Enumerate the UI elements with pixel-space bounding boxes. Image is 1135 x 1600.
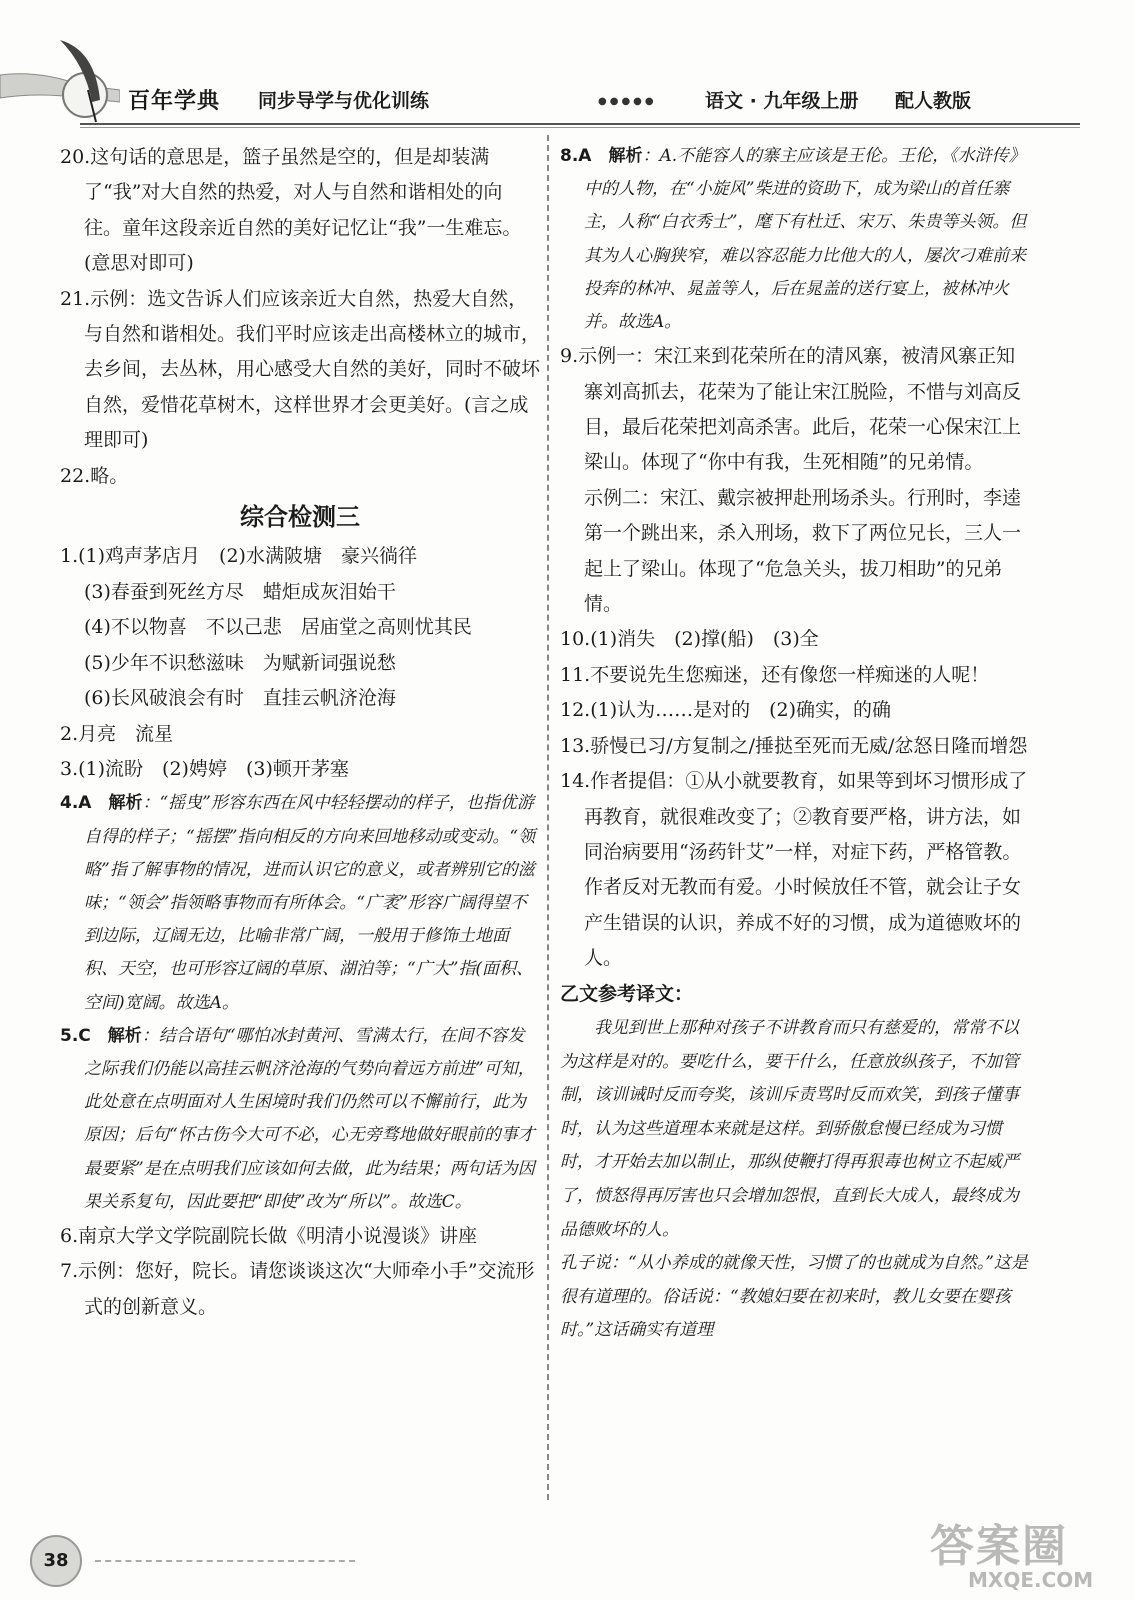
answer-8-analysis-label: 解析 xyxy=(608,146,643,166)
answer-9-example-1: 9.示例一：宋江来到花荣所在的清风寨，被清风寨正知寨刘高抓去，花荣为了能让宋江脱险，不惜与刘高反目，最后花荣把刘高杀害。此后，花荣一心保宋江上梁山。体现了“你中有我，生死相随”的兄弟情。 xyxy=(560,345,1022,474)
answer-13: 13.骄慢已习/方复制之/捶挞至死而无威/忿怒日隆而增怨 xyxy=(560,734,1028,757)
edition-label: 配人教版 xyxy=(895,90,972,112)
footer-rule xyxy=(95,1560,355,1562)
answer-1-number: 1. xyxy=(60,545,79,568)
answer-5-analysis-label: 解析 xyxy=(107,1025,142,1046)
answer-4-choice: 4.A xyxy=(60,793,92,814)
page-footer xyxy=(0,1500,1135,1600)
answer-1-line-4: (4)不以物喜 不以己悲 居庙堂之高则忧其民 xyxy=(84,616,472,639)
watermark-text: 答案圈 xyxy=(930,1521,1068,1572)
answer-7: 7.示例：您好，院长。请您谈谈这次“大师牵小手”交流形式的创新意义。 xyxy=(60,1260,535,1318)
answer-4 xyxy=(60,787,540,1019)
brand-title: 百年学典 xyxy=(128,89,221,114)
answer-5-choice: 5.C xyxy=(60,1025,91,1046)
section-title: 综合检测三 xyxy=(240,503,360,532)
translation-title: 乙文参考译文： xyxy=(560,982,694,1005)
left-column xyxy=(60,140,540,1325)
answer-1-line-5: (5)少年不识愁滋味 为赋新词强说愁 xyxy=(84,651,396,674)
header-rule-thin xyxy=(80,127,1080,128)
right-column xyxy=(560,140,1030,1348)
header-dots: ●●●●● xyxy=(598,96,657,107)
answer-1-line-1: (1)鸡声茅店月 (2)水满陂塘 豪兴徜徉 xyxy=(78,545,417,568)
answer-1 xyxy=(60,539,540,574)
answer-5 xyxy=(60,1020,540,1219)
answer-14: 14.作者提倡：①从小就要教育，如果等到坏习惯形成了再教育，就很难改变了；②教育要严格，讲方法，如同治病要用“汤药针艾”一样，对症下药，严格管教。作者反对无教而有爱。小时候放任不管，就会让子女产生错误的认识，养成不好的习惯，成为道德败坏的人。 xyxy=(560,770,1028,970)
answer-8 xyxy=(560,140,1030,339)
answer-11: 11.不要说先生您痴迷，还有像您一样痴迷的人呢！ xyxy=(560,663,990,686)
translation-paragraph-2: 孔子说：“从小养成的就像天性，习惯了的也就成为自然。”这是很有道理的。俗话说：“教媳妇要在初来时，教儿女要在婴孩时。”这话确实有道理 xyxy=(560,1253,1028,1341)
answer-3: 3.(1)流盼 (2)娉婷 (3)顿开茅塞 xyxy=(60,757,349,780)
page-number: 38 xyxy=(30,1535,82,1587)
header-rule xyxy=(80,123,1080,125)
translation-paragraph-1: 我见到世上那种对孩子不讲教育而只有慈爱的，常常不以为这样是对的。要吃什么，要干什么，任意放纵孩子，不加管制，该训诫时反而夸奖，该训斥责骂时反而欢笑，到孩子懂事时，认为这些道理本来就是这样。到骄傲怠慢已经成为习惯时，才开始去加以制止，那纵使鞭打得再狠毒也树立不起威严了，愤怒得再厉害也只会增加怨恨，直到长大成人，最终成为品德败坏的人。 xyxy=(560,1017,1019,1240)
answer-9-example-2: 示例二：宋江、戴宗被押赴刑场杀头。行刑时，李逵第一个跳出来，杀入刑场，救下了两位兄长，三人一起上了梁山。体现了“危急关头，拔刀相助”的兄弟情。 xyxy=(584,486,1022,616)
answer-2: 2.月亮 流星 xyxy=(60,722,174,745)
watermark xyxy=(930,1510,1120,1592)
answer-5-analysis: ：结合语句“哪怕冰封黄河、雪满太行，在间不容发之际我们仍能以高挂云帆济沧海的气势向着远方前进”可知，此处意在点明面对人生困境时我们仍然可以不懈前行，此为原因；后句“怀古伤今大可不必，心无旁骛地做好眼前的事才最要紧”是在点明我们应该如何去做，此为结果；两句话为因果关系复句，因此要把“即使”改为“所以”。故选C。 xyxy=(84,1025,535,1212)
page-header xyxy=(0,0,1135,135)
book-subtitle: 同步导学与优化训练 xyxy=(258,90,430,112)
answer-21: 21.示例：选文告诉人们应该亲近大自然，热爱大自然，与自然和谐相处。我们平时应该走出高楼林立的城市，去乡间，去丛林，用心感受大自然的美好，同时不破坏自然，爱惜花草树木，这样世界才会更美好。(言之成理即可) xyxy=(60,287,541,452)
answer-8-analysis: ：A.不能容人的寨主应该是王伦。王伦，《水浒传》中的人物，在“小旋风”柴进的资助下，成为梁山的首任寨主，人称“白衣秀士”，麾下有杜迁、宋万、朱贵等头领。但其为人心胸狭窄，难以容忍能力比他大的人，屡次刁难前来投奔的林冲、晁盖等人，后在晁盖的送行宴上，被林冲火并。故选A。 xyxy=(584,146,1027,333)
answer-12: 12.(1)认为……是对的 (2)确实，的确 xyxy=(560,699,892,722)
answer-8-choice: 8.A xyxy=(560,146,592,166)
subject-grade: 语文 · 九年级上册 xyxy=(705,90,859,112)
watermark-url: MXQE.COM xyxy=(968,1568,1094,1592)
answer-1-line-3: (3)春蚕到死丝方尽 蜡炬成灰泪始干 xyxy=(84,580,396,603)
answer-1-line-6: (6)长风破浪会有时 直挂云帆济沧海 xyxy=(84,687,396,710)
answer-6: 6.南京大学文学院副院长做《明清小说漫谈》讲座 xyxy=(60,1224,478,1247)
answer-4-analysis-label: 解析 xyxy=(108,793,143,814)
answer-10: 10.(1)消失 (2)撑(船) (3)全 xyxy=(560,628,819,651)
answer-20: 20.这句话的意思是，篮子虽然是空的，但是却装满了“我”对大自然的热爱，对人与自然和谐相处的向往。童年这段亲近自然的美好记忆让“我”一生难忘。(意思对即可) xyxy=(60,146,522,275)
answer-4-analysis: ：“摇曳”形容东西在风中轻轻摆动的样子，也指优游自得的样子；“摇摆”指向相反的方向来回地移动或变动。“领略”指了解事物的情况，进而认识它的意义，或者辨别它的滋味；“领会”指领略事物而有所体会。“广袤”形容广阔得望不到边际，辽阔无边，比喻非常广阔，一般用于修饰土地面积、天空，也可形容辽阔的草原、湖泊等；“广大”指(面积、空间)宽阔。故选A。 xyxy=(84,793,536,1013)
column-divider xyxy=(547,135,549,1500)
answer-22: 22.略。 xyxy=(60,464,129,487)
